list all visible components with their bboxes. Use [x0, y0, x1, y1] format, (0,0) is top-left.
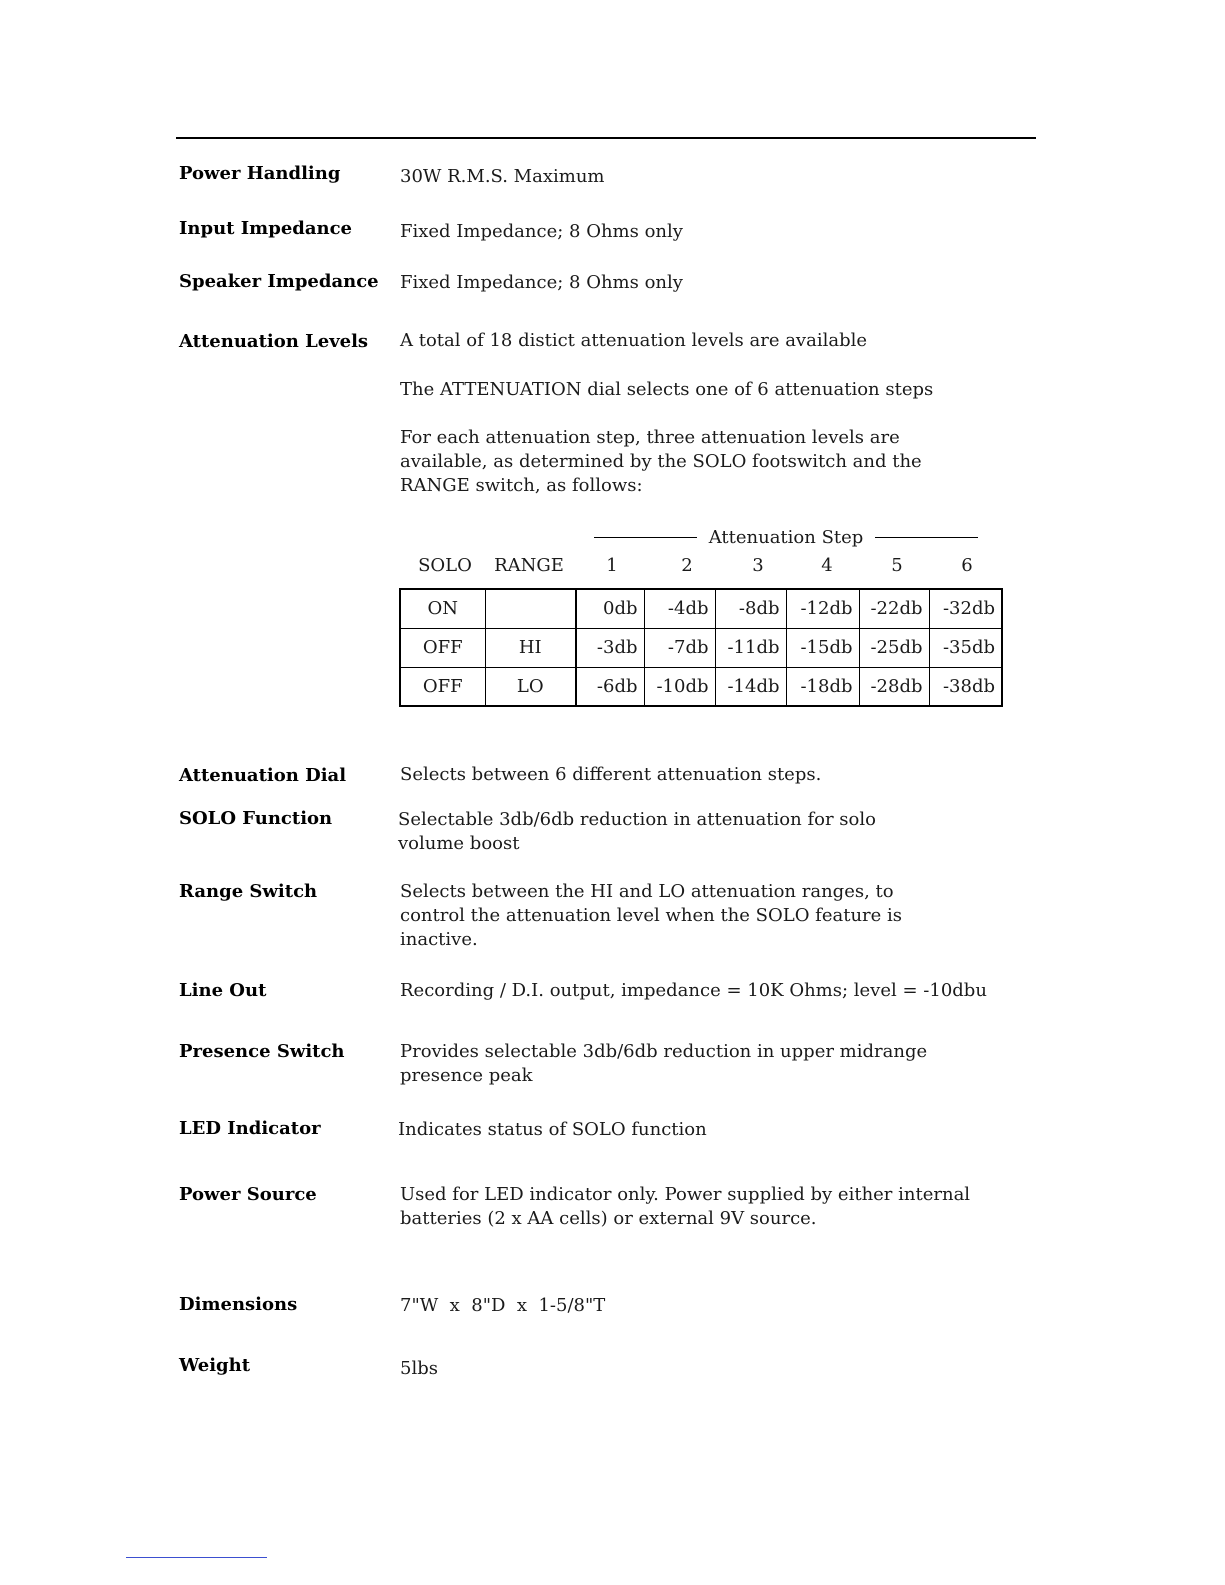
attenuation-dial-value: Selects between 6 different attenuation steps. [400, 764, 822, 785]
table-cell-solo: OFF [400, 628, 485, 667]
attenuation-levels-p3: For each attenuation step, three attenuation levels are available, as determined by the SOLO footswitch and the RANGE switch, as follows: [400, 427, 922, 496]
solo-function-value [398, 808, 876, 856]
table-cell-range [485, 589, 576, 628]
table-cell-range: HI [485, 628, 576, 667]
solo-function-line: volume boost [398, 833, 520, 854]
input-impedance-value: Fixed Impedance; 8 Ohms only [400, 221, 683, 242]
table-cell-solo: ON [400, 589, 485, 628]
table-cell-value: -25db [859, 628, 929, 667]
attenuation-levels-p1: A total of 18 distict attenuation levels are available [400, 330, 867, 351]
top-rule [176, 137, 1036, 139]
power-source-label: Power Source [179, 1184, 317, 1205]
input-impedance-label: Input Impedance [179, 218, 353, 239]
attenuation-dial-label: Attenuation Dial [179, 765, 347, 786]
table-cell-value: -28db [859, 667, 929, 706]
table-row [400, 589, 1002, 628]
col-head-step-3: 3 [752, 555, 764, 576]
range-switch-value [400, 880, 902, 952]
presence-switch-line: Provides selectable 3db/6db reduction in upper midrange [400, 1041, 928, 1062]
presence-switch-line: presence peak [400, 1065, 533, 1086]
solo-function-line: Selectable 3db/6db reduction in attenuation for solo [398, 809, 876, 830]
presence-switch-value [400, 1040, 927, 1088]
attenuation-levels-p2: The ATTENUATION dial selects one of 6 attenuation steps [400, 379, 934, 400]
col-head-step-1: 1 [606, 555, 618, 576]
table-cell-value: -18db [786, 667, 859, 706]
speaker-impedance-value: Fixed Impedance; 8 Ohms only [400, 272, 683, 293]
led-indicator-value: Indicates status of SOLO function [398, 1119, 707, 1140]
table-cell-value: -7db [644, 628, 715, 667]
table-cell-value: -22db [859, 589, 929, 628]
table-cell-value: -3db [576, 628, 644, 667]
col-head-step-5: 5 [891, 555, 903, 576]
solo-function-label: SOLO Function [179, 808, 333, 829]
attenuation-levels-label: Attenuation Levels [179, 331, 369, 352]
table-cell-value: -32db [929, 589, 1002, 628]
power-source-value [400, 1183, 970, 1231]
table-cell-range: LO [485, 667, 576, 706]
attenuation-step-header [594, 525, 978, 549]
table-row [400, 628, 1002, 667]
power-source-line: batteries (2 x AA cells) or external 9V source. [400, 1208, 817, 1229]
table-cell-value: -11db [715, 628, 786, 667]
footer-link-underline [126, 1557, 267, 1558]
table-cell-value: -6db [576, 667, 644, 706]
table-cell-value: -8db [715, 589, 786, 628]
table-cell-value: -10db [644, 667, 715, 706]
col-head-step-6: 6 [961, 555, 973, 576]
table-cell-value: -12db [786, 589, 859, 628]
range-switch-line: inactive. [400, 929, 478, 950]
power-handling-value: 30W R.M.S. Maximum [400, 166, 605, 187]
col-head-range: RANGE [494, 555, 564, 576]
dimensions-label: Dimensions [179, 1294, 298, 1315]
col-head-solo: SOLO [418, 555, 472, 576]
range-switch-line: Selects between the HI and LO attenuation ranges, to [400, 881, 894, 902]
table-cell-value: 0db [576, 589, 644, 628]
weight-value: 5lbs [400, 1358, 438, 1379]
dimensions-value: 7"W x 8"D x 1-5/8"T [400, 1295, 606, 1316]
col-head-step-2: 2 [681, 555, 693, 576]
presence-switch-label: Presence Switch [179, 1041, 345, 1062]
table-cell-value: -4db [644, 589, 715, 628]
table-cell-solo: OFF [400, 667, 485, 706]
step-header-line-right [875, 537, 978, 538]
col-head-step-4: 4 [821, 555, 833, 576]
range-switch-label: Range Switch [179, 881, 318, 902]
power-handling-label: Power Handling [179, 163, 341, 184]
led-indicator-label: LED Indicator [179, 1118, 321, 1139]
speaker-impedance-label: Speaker Impedance [179, 271, 379, 292]
step-header-line-left [594, 537, 697, 538]
table-cell-value: -14db [715, 667, 786, 706]
table-cell-value: -35db [929, 628, 1002, 667]
line-out-value: Recording / D.I. output, impedance = 10K Ohms; level = -10dbu [400, 980, 987, 1001]
table-row [400, 667, 1002, 706]
table-cell-value: -38db [929, 667, 1002, 706]
power-source-line: Used for LED indicator only. Power supplied by either internal [400, 1184, 971, 1205]
table-cell-value: -15db [786, 628, 859, 667]
step-header-text: Attenuation Step [708, 526, 864, 548]
range-switch-line: control the attenuation level when the SOLO feature is [400, 905, 903, 926]
attenuation-table [399, 588, 1003, 707]
line-out-label: Line Out [179, 980, 267, 1001]
weight-label: Weight [179, 1355, 251, 1376]
